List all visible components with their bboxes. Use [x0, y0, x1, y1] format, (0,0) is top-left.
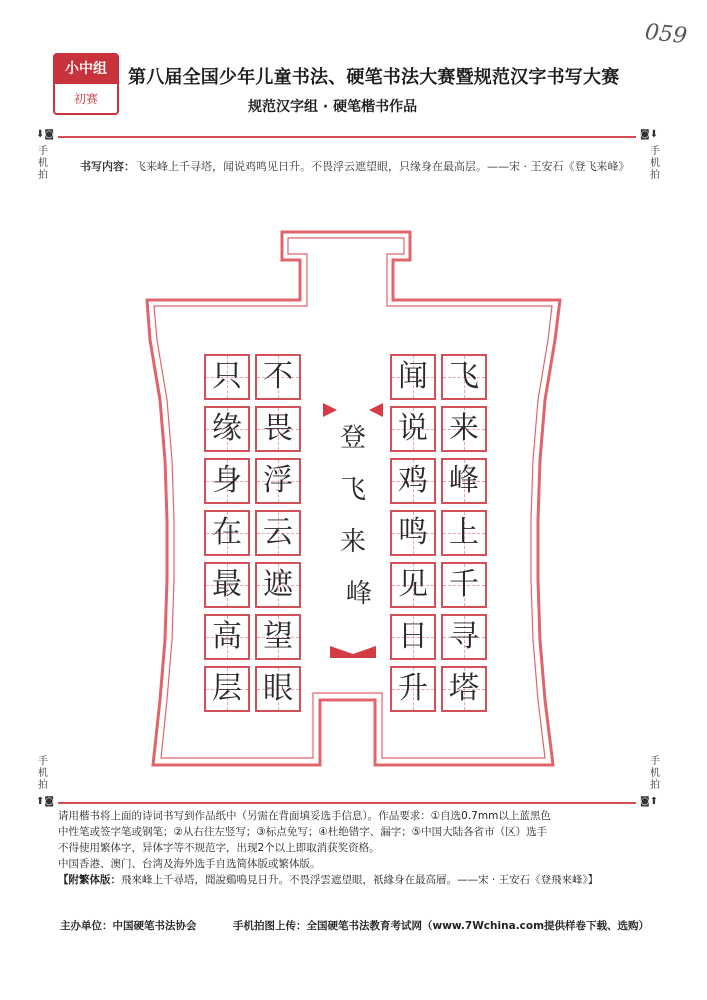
grid-char: 日 [398, 619, 428, 654]
side-label-bottom-right: 手机拍 [650, 756, 660, 791]
grid-cell [390, 562, 436, 608]
instruction-line: 请用楷书将上面的诗词书写到作品纸中（另需在背面填妥选手信息）。作品要求：①自选0.7mm以上蓝黑色 [58, 810, 551, 822]
grid-cell [255, 354, 301, 400]
instruction-line: 中性笔或签字笔或钢笔；②从右往左竖写；③标点免写；④杜绝错字、漏字；⑤中国大陆各省市（区）选手 [58, 826, 548, 838]
bottom-divider [58, 802, 636, 804]
camera-icon: ⬇◙ [36, 129, 55, 140]
grid-cell [441, 354, 487, 400]
grid-char: 眼 [263, 671, 293, 706]
side-label-top-right: 手机拍 [650, 146, 660, 181]
grid-cell [441, 406, 487, 452]
grid-char: 来 [449, 411, 479, 446]
grid-cell [255, 458, 301, 504]
instruction-line: 中国香港、澳门、台湾及海外选手自选简体版或繁体版。 [58, 858, 321, 870]
grid-char: 寻 [449, 619, 479, 654]
instructions [58, 808, 648, 888]
page-subtitle: 规范汉字组 · 硬笔楷书作品 [248, 99, 418, 115]
grid-char: 鸣 [398, 515, 428, 550]
grid-char: 畏 [263, 411, 293, 446]
grid-char: 望 [263, 619, 293, 654]
poem-title [333, 412, 373, 620]
grid-cell [204, 406, 250, 452]
grid-cell [390, 614, 436, 660]
page-number: 059 [643, 19, 689, 50]
grid-cell [255, 510, 301, 556]
grid-cell [255, 666, 301, 712]
side-label-bottom-left: 手机拍 [38, 756, 48, 791]
grid-char: 高 [212, 619, 242, 654]
grid-cell [390, 354, 436, 400]
title-char: 飞 [339, 475, 366, 505]
grid-char: 云 [263, 515, 293, 550]
camera-icon: ◙⬇ [640, 129, 659, 140]
grid-cell [204, 354, 250, 400]
footer-upload: 手机拍图上传：全国硬笔书法教育考试网（www.7Wchina.com提供样卷下载、选购） [233, 920, 650, 932]
traditional-text: 飛來峰上千尋塔，聞說鷄鳴見日升。不畏浮雲遮望眼，祇緣身在最高層。——宋 · 王安石《登飛來峰》】 [121, 874, 599, 886]
grid-cell [390, 406, 436, 452]
grid-char: 峰 [449, 463, 479, 498]
grid-char: 遮 [263, 567, 293, 602]
grid-char: 塔 [449, 671, 479, 706]
grid-char: 飞 [449, 359, 479, 394]
grid-cell [441, 666, 487, 712]
footer-organizer: 主办单位：中国硬笔书法协会 [60, 920, 197, 932]
grid-char: 缘 [212, 411, 242, 446]
grid-cell [441, 458, 487, 504]
grid-cell [390, 666, 436, 712]
grid-cell [204, 458, 250, 504]
grid-char: 只 [212, 359, 242, 394]
grid-char: 千 [449, 567, 479, 602]
grid-char: 说 [398, 411, 428, 446]
side-label-top-left: 手机拍 [38, 146, 48, 181]
grid-char: 上 [449, 515, 479, 550]
grid-cell [390, 510, 436, 556]
group-name: 小中组 [55, 55, 117, 84]
grid-char: 闻 [398, 359, 428, 394]
content-label: 书写内容： [80, 160, 135, 173]
camera-icon: ⬆◙ [36, 796, 55, 807]
grid-char: 浮 [263, 463, 293, 498]
grid-cell [390, 458, 436, 504]
grid-char: 身 [212, 463, 242, 498]
grid-cell [255, 614, 301, 660]
grid-char: 在 [212, 515, 242, 550]
title-char: 来 [339, 527, 366, 557]
grid-cell [204, 510, 250, 556]
grid-char: 见 [398, 567, 428, 602]
grid-cell [441, 510, 487, 556]
grid-cell [204, 562, 250, 608]
grid-char: 升 [398, 671, 428, 706]
content-text: 飞来峰上千寻塔，闻说鸡鸣见日升。不畏浮云遮望眼，只缘身在最高层。——宋 · 王安石《登飞来峰》 [135, 160, 630, 173]
grid-char: 鸡 [398, 463, 428, 498]
grid-cell [255, 562, 301, 608]
camera-icon: ◙⬆ [640, 796, 659, 807]
instruction-line: 不得使用繁体字，异体字等不规范字，出现2个以上即取消获奖资格。 [58, 842, 380, 854]
page-title: 第八届全国少年儿童书法、硬笔书法大赛暨规范汉字书写大赛 [128, 67, 620, 88]
traditional-label: 【附繁体版： [58, 874, 121, 886]
grid-cell [204, 666, 250, 712]
grid-cell [204, 614, 250, 660]
grid-cell [441, 614, 487, 660]
grid-char: 层 [212, 671, 242, 706]
group-round: 初赛 [73, 92, 98, 106]
grid-cell [255, 406, 301, 452]
grid-char: 最 [212, 567, 242, 602]
grid-char: 不 [263, 359, 293, 394]
title-char: 峰 [345, 579, 372, 609]
grid-cell [441, 562, 487, 608]
title-char: 登 [339, 423, 366, 453]
